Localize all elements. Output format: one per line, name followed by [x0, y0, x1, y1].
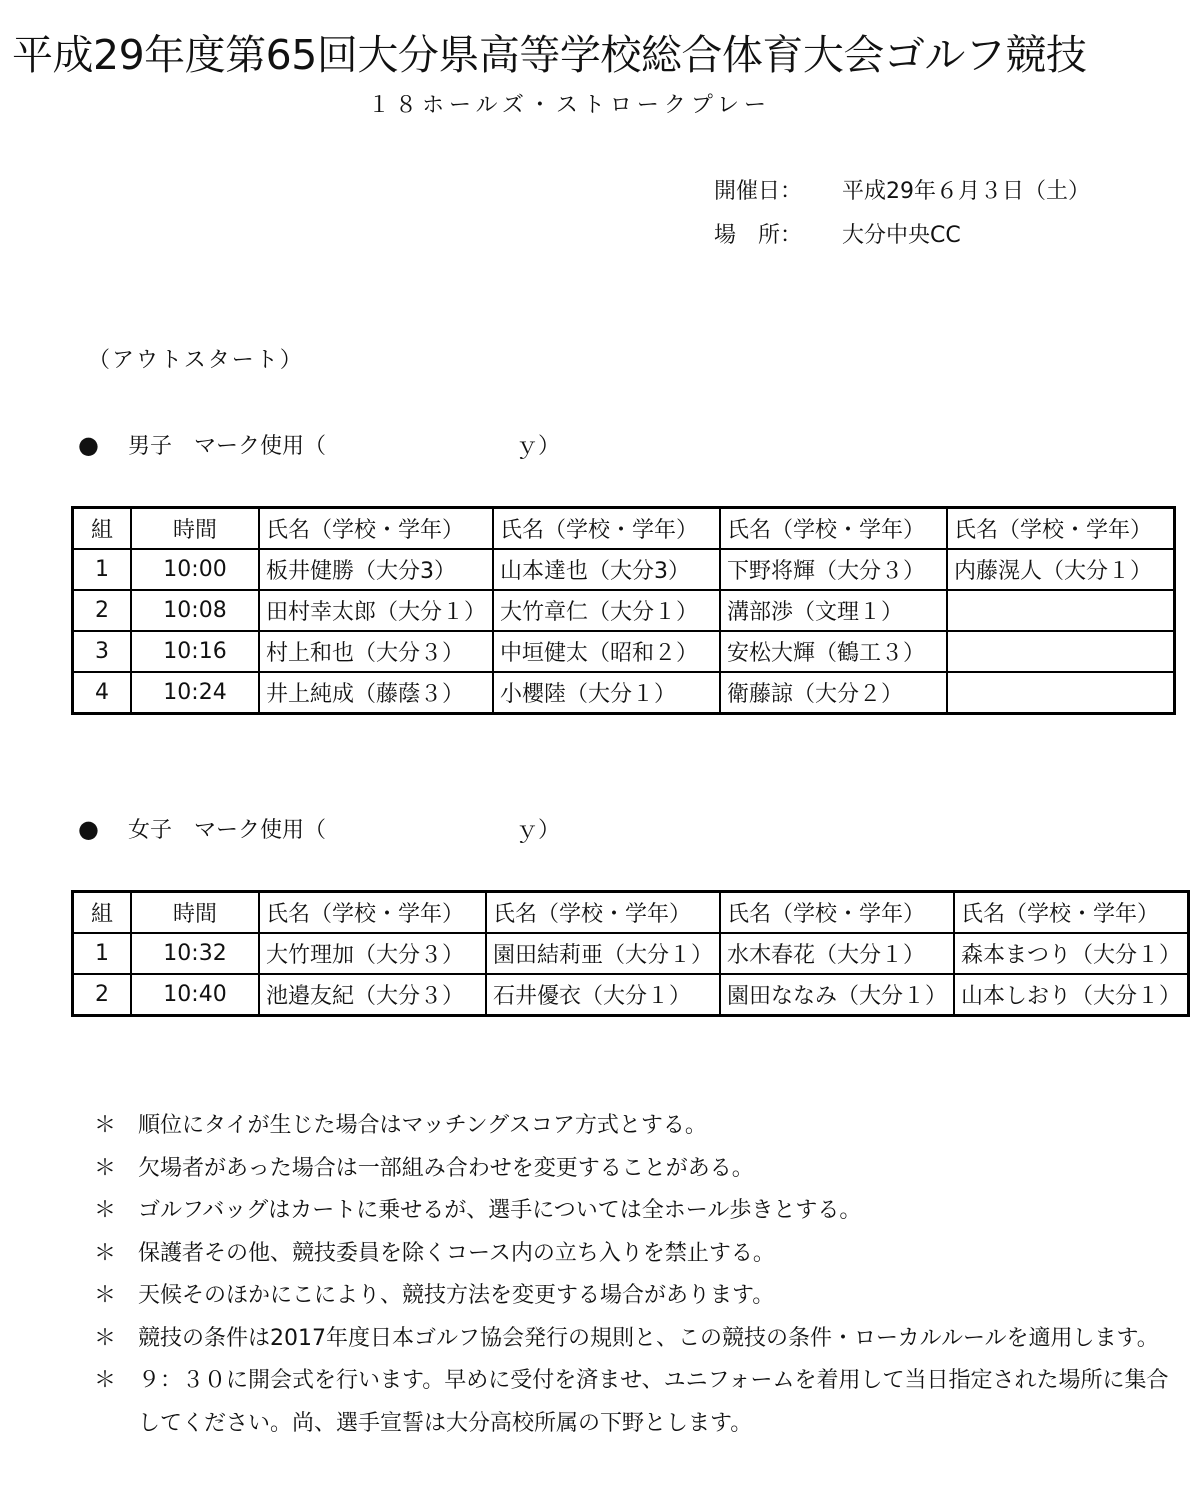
player-name: 内藤滉人（大分１）: [947, 549, 1175, 590]
note-text: 順位にタイが生じた場合はマッチングスコア方式とする。: [138, 1113, 707, 1138]
player-name: 下野将輝（大分３）: [720, 549, 947, 590]
player-name: 大竹章仁（大分１）: [493, 590, 720, 631]
asterisk-marker: ＊: [94, 1198, 117, 1223]
tee-time: 10:24: [131, 672, 259, 714]
list-item: [94, 1233, 1174, 1276]
tee-time: 10:16: [131, 631, 259, 672]
group-number: 1: [73, 549, 132, 590]
table-row: [73, 974, 1189, 1016]
player-name: [947, 590, 1175, 631]
player-name: 池邉友紀（大分３）: [259, 974, 486, 1016]
player-name: 大竹理加（大分３）: [259, 933, 486, 974]
header-name: 氏名（学校・学年）: [720, 508, 947, 550]
header-name: 氏名（学校・学年）: [947, 508, 1175, 550]
asterisk-marker: ＊: [94, 1113, 117, 1138]
group-number: 2: [73, 590, 132, 631]
list-item: [94, 1148, 1174, 1191]
note-text: ９：３０に開会式を行います。早めに受付を済ませ、ユニフォームを着用して当日指定された場所に集合してください。尚、選手宣誓は大分高校所属の下野とします。: [138, 1368, 1169, 1436]
event-venue-value: 大分中央CC: [842, 223, 961, 248]
boys-mark-end: ｙ）: [516, 434, 561, 459]
document-subtitle: １８ホールズ・ストロークプレー: [368, 93, 772, 118]
event-date-value: 平成29年６月３日（土）: [842, 179, 1090, 204]
table-row: [73, 672, 1175, 714]
list-item: [94, 1105, 1174, 1148]
list-item: [94, 1190, 1174, 1233]
note-text: 競技の条件は2017年度日本ゴルフ協会発行の規則と、この競技の条件・ローカルルールを適用します。: [138, 1325, 1159, 1351]
header-time: 時間: [131, 892, 259, 934]
note-text: 欠場者があった場合は一部組み合わせを変更することがある。: [138, 1155, 754, 1181]
player-name: 山本達也（大分3）: [493, 549, 720, 590]
player-name: 溝部渉（文理１）: [720, 590, 947, 631]
group-number: 2: [73, 974, 132, 1016]
table-row: [73, 631, 1175, 672]
player-name: 安松大輝（鶴工３）: [720, 631, 947, 672]
table-row: [73, 590, 1175, 631]
note-text: 天候そのほかにこにより、競技方法を変更する場合があります。: [138, 1283, 775, 1308]
player-name: 石井優衣（大分１）: [486, 974, 720, 1016]
boys-schedule-table: [71, 506, 1176, 715]
asterisk-marker: ＊: [94, 1155, 117, 1181]
header-name: 氏名（学校・学年）: [493, 508, 720, 550]
player-name: 園田結莉亜（大分１）: [486, 933, 720, 974]
player-name: 田村幸太郎（大分１）: [259, 590, 493, 631]
player-name: 井上純成（藤蔭３）: [259, 672, 493, 714]
start-note: （アウトスタート）: [88, 348, 304, 373]
bullet-icon: ●: [78, 815, 99, 843]
header-group: 組: [73, 892, 132, 934]
header-name: 氏名（学校・学年）: [720, 892, 954, 934]
player-name: 村上和也（大分３）: [259, 631, 493, 672]
list-item: [94, 1318, 1174, 1361]
player-name: 森本まつり（大分１）: [954, 933, 1189, 974]
header-name: 氏名（学校・学年）: [259, 892, 486, 934]
asterisk-marker: ＊: [94, 1283, 117, 1308]
header-group: 組: [73, 508, 132, 550]
girls-mark-end: ｙ）: [516, 818, 561, 843]
tee-time: 10:40: [131, 974, 259, 1016]
player-name: 中垣健太（昭和２）: [493, 631, 720, 672]
boys-mark-label: 男子 マーク使用（: [128, 434, 327, 459]
document-title: 平成29年度第65回大分県高等学校総合体育大会ゴルフ競技: [12, 31, 1087, 79]
asterisk-marker: ＊: [94, 1325, 117, 1351]
group-number: 3: [73, 631, 132, 672]
player-name: 園田ななみ（大分１）: [720, 974, 954, 1016]
player-name: 水木春花（大分１）: [720, 933, 954, 974]
girls-schedule-table: [71, 890, 1190, 1017]
header-time: 時間: [131, 508, 259, 550]
tee-time: 10:08: [131, 590, 259, 631]
table-header-row: [73, 508, 1175, 550]
player-name: 板井健勝（大分3）: [259, 549, 493, 590]
tee-time: 10:32: [131, 933, 259, 974]
tee-time: 10:00: [131, 549, 259, 590]
list-item: [94, 1275, 1174, 1318]
girls-mark-label: 女子 マーク使用（: [128, 818, 327, 843]
player-name: 衛藤諒（大分２）: [720, 672, 947, 714]
group-number: 4: [73, 672, 132, 714]
header-name: 氏名（学校・学年）: [486, 892, 720, 934]
table-header-row: [73, 892, 1189, 934]
event-date-label: 開催日：: [714, 179, 803, 204]
boys-section-heading: [78, 429, 560, 460]
table-row: [73, 549, 1175, 590]
event-venue-label: 場 所：: [714, 223, 803, 248]
asterisk-marker: ＊: [94, 1240, 117, 1266]
note-text: 保護者その他、競技委員を除くコース内の立ち入りを禁止する。: [138, 1240, 775, 1266]
player-name: [947, 672, 1175, 714]
bullet-icon: ●: [78, 431, 99, 459]
group-number: 1: [73, 933, 132, 974]
note-text: ゴルフバッグはカートに乗せるが、選手については全ホール歩きとする。: [138, 1198, 862, 1223]
table-row: [73, 933, 1189, 974]
header-name: 氏名（学校・学年）: [954, 892, 1189, 934]
player-name: 山本しおり（大分１）: [954, 974, 1189, 1016]
asterisk-marker: ＊: [94, 1368, 117, 1393]
notes-list: [94, 1105, 1174, 1445]
event-venue-line: [714, 218, 961, 249]
header-name: 氏名（学校・学年）: [259, 508, 493, 550]
list-item: [94, 1360, 1174, 1445]
event-date-line: [714, 174, 1090, 205]
girls-section-heading: [78, 813, 560, 844]
player-name: 小櫻陸（大分１）: [493, 672, 720, 714]
player-name: [947, 631, 1175, 672]
